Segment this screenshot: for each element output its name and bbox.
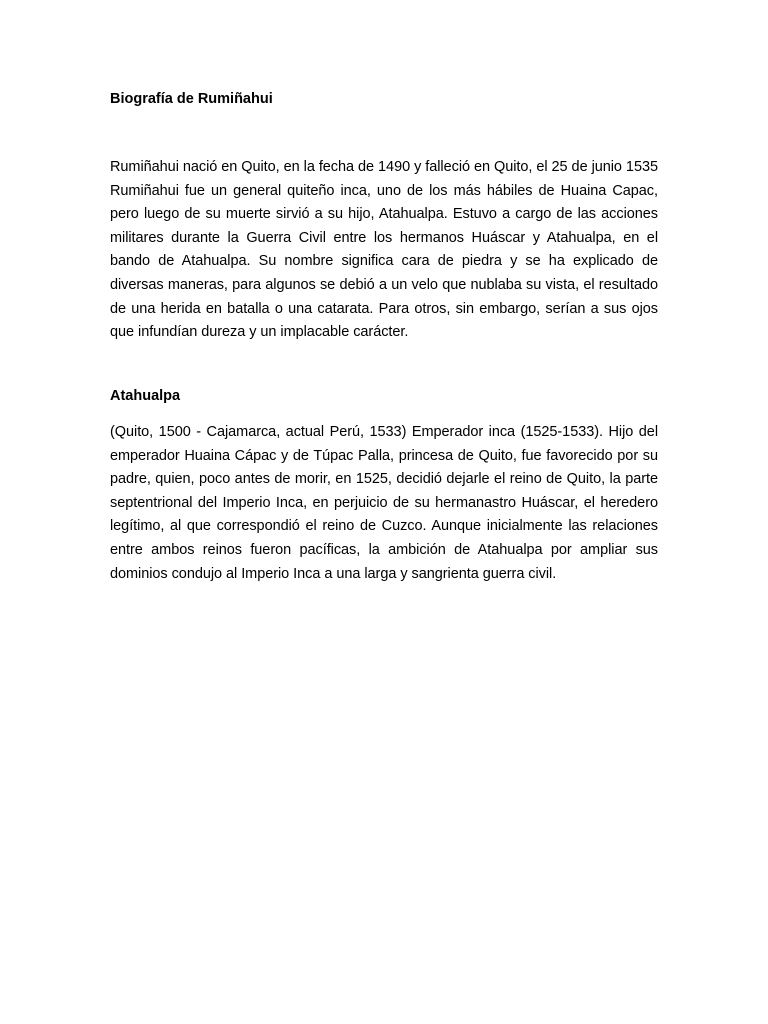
paragraph-rumiñahui-biography: Rumiñahui nació en Quito, en la fecha de 1490 y falleció en Quito, el 25 de junio 1535 Rumiñahui fue un general quiteño inca, uno de los más hábiles de Huaina Capac, pero luego de su muerte sirvió a su hijo, Atahualpa. Estuvo a cargo de las acciones militares durante la Guerra Civil entre los hermanos Huáscar y Atahualpa, en el bando de Atahualpa. Su nombre significa cara de piedra y se ha explicado de diversas maneras, para algunos se debió a un velo que nublaba su vista, el resultado de una herida en batalla o una catarata. Para otros, sin embargo, serían a sus ojos que infundían dureza y un implacable carácter.	[110, 159, 658, 341]
document-title: Biografía de Rumiñahui	[110, 91, 273, 107]
paragraph-atahualpa-biography: (Quito, 1500 - Cajamarca, actual Perú, 1533) Emperador inca (1525-1533). Hijo del emperador Huaina Cápac y de Túpac Palla, princesa de Quito, fue favorecido por su padre, quien, poco antes de morir, en 1525, decidió dejarle el reino de Quito, la parte septentrional del Imperio Inca, en perjuicio de su hermanastro Huáscar, el heredero legítimo, al que correspondió el reino de Cuzco. Aunque inicialmente las relaciones entre ambos reinos fueron pacíficas, la ambición de Atahualpa por ampliar sus dominios condujo al Imperio Inca a una larga y sangrienta guerra civil.	[110, 424, 658, 582]
section-heading-atahualpa: Atahualpa	[110, 388, 181, 404]
